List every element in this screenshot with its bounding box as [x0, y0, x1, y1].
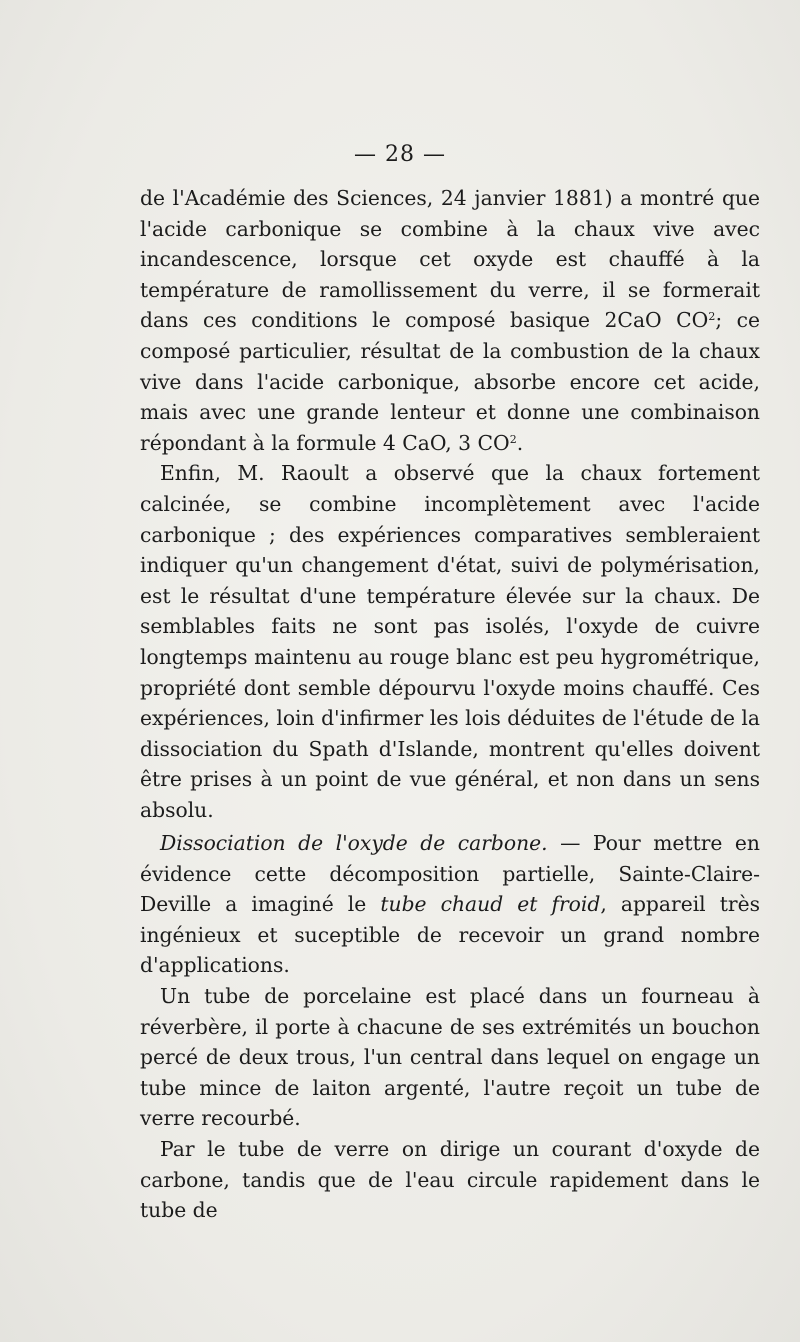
section-heading: Dissociation de l'oxyde de carbone.	[160, 831, 548, 855]
paragraph-dissociation	[140, 828, 760, 981]
paragraph-carbonate-lime	[140, 183, 760, 458]
text-block-bottom	[140, 828, 760, 1226]
paragraph-text: , appareil très ingénieux et suceptible de recevoir un grand nombre d'applications.	[140, 892, 760, 978]
paragraph-text: .	[516, 430, 524, 455]
superscript: 2	[708, 310, 716, 324]
paragraph-porcelain-tube: Un tube de porcelaine est placé dans un fourneau à réverbère, il porte à chacune de ses extrémités un bouchon percé de deux trous, l'un central dans lequel on engage un tube mince de laiton argenté, l'autre reçoit un tube de verre recourbé.	[140, 983, 760, 1131]
emphasis-text: tube chaud et froid	[380, 892, 601, 917]
paragraph-text: — Pour mettre en évidence cette décomposition partielle, Sainte-Claire-Deville a imaginé le	[140, 831, 760, 917]
paragraph-glass-tube: Par le tube de verre on dirige un courant d'oxyde de carbone, tandis que de l'eau circule rapidement dans le tube de	[140, 1136, 760, 1223]
text-block-top	[140, 183, 760, 825]
paragraph-text: de l'Académie des Sciences, 24 janvier 1881) a montré que l'acide carbonique se combine à la chaux vive avec incandescence, lorsque cet oxyde est chauffé à la température de ramollissement du verre, il se formerait dans ces conditions le composé basique 2CaO CO	[140, 186, 760, 333]
page-number: — 28 —	[354, 142, 446, 167]
superscript: 2	[509, 432, 517, 446]
paragraph-raoult: Enfin, M. Raoult a observé que la chaux fortement calcinée, se combine incomplètement avec l'acide carbonique ; des expériences comparatives sembleraient indiquer qu'un changement d'état, suivi de polymérisation, est le résultat d'une température élevée sur la chaux. De semblables faits ne sont pas isolés, l'oxyde de cuivre longtemps maintenu au rouge blanc est peu hygrométrique, propriété dont semble dépourvu l'oxyde moins chauffé. Ces expériences, loin d'infirmer les lois déduites de l'étude de la dissociation du Spath d'Islande, montrent qu'elles doivent être prises à un point de vue général, et non dans un sens absolu.	[140, 461, 760, 822]
paragraph-text: ; ce composé particulier, résultat de la combustion de la chaux vive dans l'acide carbonique, absorbe encore cet acide, mais avec une grande lenteur et donne une combinaison répondant à la formule 4 CaO, 3 CO	[140, 308, 760, 455]
